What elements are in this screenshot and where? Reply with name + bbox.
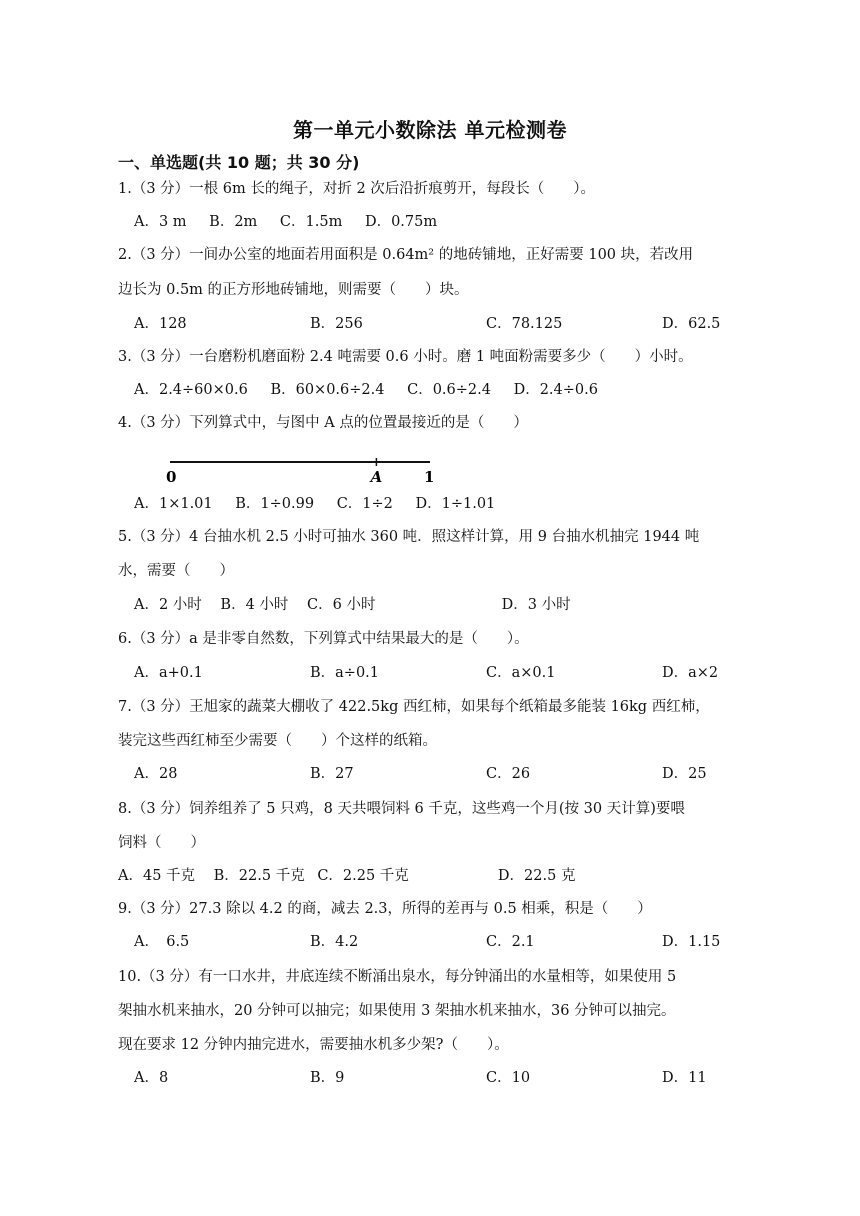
question-7-options xyxy=(134,762,734,786)
section-heading: 一、单选题(共 10 题；共 30 分) xyxy=(118,153,360,172)
option-b[interactable]: B．60×0.6÷2.4 xyxy=(270,382,385,398)
option-c[interactable]: C．a×0.1 xyxy=(486,665,556,681)
point-a-label: A xyxy=(370,468,383,486)
option-b[interactable]: B．2m xyxy=(209,214,258,230)
option-a[interactable]: A．128 xyxy=(134,316,187,332)
option-d[interactable]: D．1÷1.01 xyxy=(415,496,496,512)
question-10-line1: 10.（3 分）有一口水井，井底连续不断涌出泉水，每分钟涌出的水量相等，如果使用 5 xyxy=(118,969,677,985)
option-d[interactable]: D．0.75m xyxy=(364,214,438,230)
option-b[interactable]: B．9 xyxy=(310,1070,345,1086)
question-8-options xyxy=(118,864,718,888)
option-d[interactable]: D．62.5 xyxy=(662,316,721,332)
option-c[interactable]: C．78.125 xyxy=(486,316,563,332)
question-5-options xyxy=(134,593,734,617)
question-7-line1: 7.（3 分）王旭家的蔬菜大棚收了 422.5kg 西红柿，如果每个纸箱最多能装 16kg 西红柿， xyxy=(118,699,710,715)
question-10-line3: 现在要求 12 分钟内抽完进水，需要抽水机多少架?（ ）。 xyxy=(118,1037,509,1053)
option-a[interactable]: A．3 m xyxy=(134,214,187,230)
option-c[interactable]: C．6 小时 xyxy=(307,597,376,613)
page-title: 第一单元小数除法 单元检测卷 xyxy=(293,118,567,142)
option-a[interactable]: A．45 千克 xyxy=(118,868,196,884)
question-8-line2: 饲料（ ） xyxy=(118,835,205,851)
option-a[interactable]: A． 6.5 xyxy=(134,934,190,950)
option-b[interactable]: B．27 xyxy=(310,766,354,782)
option-d[interactable]: D．3 小时 xyxy=(501,597,571,613)
question-1: 1.（3 分）一根 6m 长的绳子，对折 2 次后沿折痕剪开，每段长（ ）。 xyxy=(118,181,596,197)
option-c[interactable]: C．0.6÷2.4 xyxy=(407,382,491,398)
option-a[interactable]: A．a+0.1 xyxy=(134,665,203,681)
question-10-options xyxy=(134,1066,734,1090)
question-3: 3.（3 分）一台磨粉机磨面粉 2.4 吨需要 0.6 小时。磨 1 吨面粉需要多少（ ）小时。 xyxy=(118,349,693,365)
question-5-line1: 5.（3 分）4 台抽水机 2.5 小时可抽水 360 吨．照这样计算，用 9 台抽水机抽完 1944 吨 xyxy=(118,529,700,545)
option-d[interactable]: D．25 xyxy=(662,766,707,782)
option-b[interactable]: B．4.2 xyxy=(310,934,359,950)
option-d[interactable]: D．11 xyxy=(662,1070,707,1086)
option-a[interactable]: A．2.4÷60×0.6 xyxy=(134,382,248,398)
question-2-options xyxy=(134,312,734,336)
option-c[interactable]: C．2.1 xyxy=(486,934,535,950)
question-10-line2: 架抽水机来抽水，20 分钟可以抽完；如果使用 3 架抽水机来抽水，36 分钟可以抽完。 xyxy=(118,1003,676,1019)
option-b[interactable]: B．4 小时 xyxy=(220,597,289,613)
option-c[interactable]: C．1÷2 xyxy=(336,496,393,512)
question-9-options xyxy=(134,930,734,954)
question-9: 9.（3 分）27.3 除以 4.2 的商，减去 2.3，所得的差再与 0.5 相乘，积是（ ） xyxy=(118,901,652,917)
option-a[interactable]: A．1×1.01 xyxy=(134,496,213,512)
option-c[interactable]: C．10 xyxy=(486,1070,531,1086)
option-c[interactable]: C．1.5m xyxy=(279,214,343,230)
number-line-end-label: 1 xyxy=(424,468,435,486)
question-2-line1: 2.（3 分）一间办公室的地面若用面积是 0.64m² 的地砖铺地，正好需要 100 块，若改用 xyxy=(118,247,694,263)
question-5-line2: 水，需要（ ） xyxy=(118,563,234,579)
number-line-figure xyxy=(166,456,436,486)
option-b[interactable]: B．a÷0.1 xyxy=(310,665,380,681)
question-3-options xyxy=(134,378,734,402)
question-2-line2: 边长为 0.5m 的正方形地砖铺地，则需要（ ）块。 xyxy=(118,282,469,298)
option-a[interactable]: A．8 xyxy=(134,1070,169,1086)
option-b[interactable]: B．1÷0.99 xyxy=(235,496,315,512)
option-d[interactable]: D．a×2 xyxy=(662,665,719,681)
option-a[interactable]: A．28 xyxy=(134,766,178,782)
option-c[interactable]: C．26 xyxy=(486,766,531,782)
option-d[interactable]: D．22.5 克 xyxy=(497,868,576,884)
option-d[interactable]: D．2.4÷0.6 xyxy=(513,382,598,398)
question-4: 4.（3 分）下列算式中，与图中 A 点的位置最接近的是（ ） xyxy=(118,415,528,431)
number-line-start-label: 0 xyxy=(166,468,177,486)
option-b[interactable]: B．256 xyxy=(310,316,363,332)
option-c[interactable]: C．2.25 千克 xyxy=(317,868,409,884)
question-6: 6.（3 分）a 是非零自然数，下列算式中结果最大的是（ ）。 xyxy=(118,631,529,647)
question-7-line2: 装完这些西红柿至少需要（ ）个这样的纸箱。 xyxy=(118,733,437,749)
question-8-line1: 8.（3 分）饲养组养了 5 只鸡，8 天共喂饲料 6 千克，这些鸡一个月(按 30 天计算)要喂 xyxy=(118,801,685,817)
option-a[interactable]: A．2 小时 xyxy=(134,597,202,613)
question-1-options xyxy=(134,210,734,234)
option-d[interactable]: D．1.15 xyxy=(662,934,721,950)
question-6-options xyxy=(134,661,734,685)
option-b[interactable]: B．22.5 千克 xyxy=(213,868,305,884)
question-4-options xyxy=(134,492,734,516)
